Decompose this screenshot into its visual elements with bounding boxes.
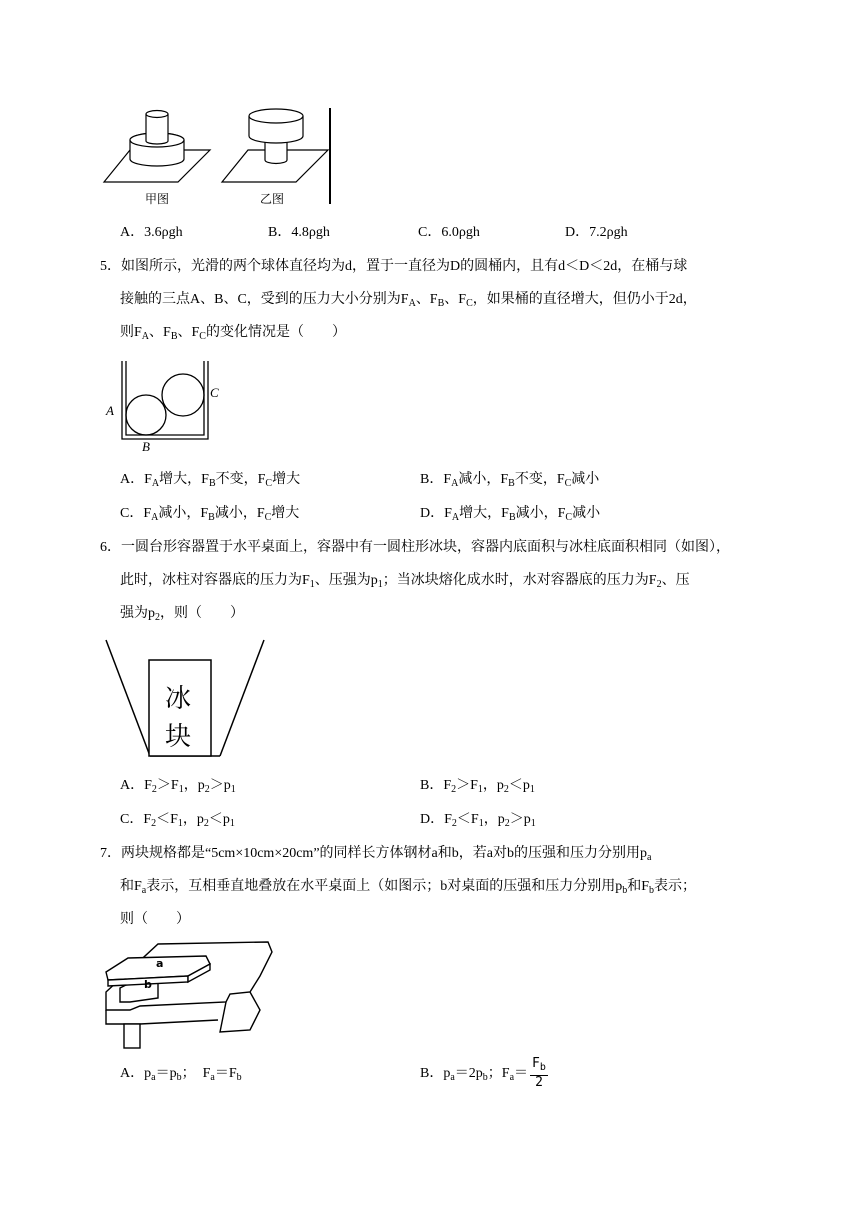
q7-text: 表示，互相垂直地叠放在水平桌面上（如图示；b对桌面的压强和压力分别用p <box>146 879 623 894</box>
q6-option-c[interactable] <box>120 810 235 834</box>
q7-opt-text: ；F <box>487 1066 510 1081</box>
q5-text: 则F <box>120 325 142 340</box>
q6-opt-text: ，p <box>183 778 205 793</box>
q7-opt-text: ＝p <box>155 1066 177 1081</box>
q5-opt-sub: B <box>208 478 216 489</box>
q5-opt-sub: B <box>508 512 516 523</box>
q5-option-b[interactable] <box>420 470 599 494</box>
q6-opt-sub: 1 <box>529 784 535 795</box>
q5-text: 、F <box>177 325 200 340</box>
q7-opt-sub: b <box>236 1072 242 1083</box>
q5-text: 、F <box>149 325 171 340</box>
q5-opt-sub: C <box>564 478 572 489</box>
q6-opt-text: ，p <box>182 812 204 827</box>
q7-opt-text: ＝ <box>514 1066 529 1081</box>
q6-stem-line-2 <box>120 571 690 595</box>
q5-stem-line-2 <box>120 290 697 314</box>
q6-sub: 1 <box>377 579 383 590</box>
q6-opt-text: ＞F <box>156 778 179 793</box>
q5-opt-text: 减小，F <box>515 506 566 521</box>
q5-stem-line-1: 5．如图所示，光滑的两个球体直径均为d，置于一直径为D的圆桶内，且有d＜D＜2d，在桶与球 <box>100 259 688 274</box>
q7-sub: a <box>141 885 147 896</box>
q7-fraction <box>530 1057 548 1090</box>
q7-sub: b <box>622 885 628 896</box>
q6-opt-sub: 2 <box>504 818 510 829</box>
q5-opt-text: 增大 <box>272 472 301 487</box>
q7-opt-sub: a <box>210 1072 215 1083</box>
q6-opt-text: ＜p <box>208 812 230 827</box>
q5-opt-text: 增大，F <box>159 472 209 487</box>
q6-text: 、压强为p <box>314 573 378 588</box>
q7-label-a: a <box>156 957 164 970</box>
q5-text: 的变化情况是（ ） <box>205 325 346 340</box>
q6-opt-text: ＜p <box>508 778 530 793</box>
q6-opt-sub: 2 <box>203 818 209 829</box>
q6-option-b[interactable] <box>420 776 535 800</box>
q7-opt-sub: a <box>450 1072 455 1083</box>
q6-opt-sub: 1 <box>477 784 483 795</box>
q4-figure <box>100 104 340 214</box>
q6-opt-text: A．F <box>120 778 152 793</box>
q6-ice-text-1: 冰 <box>165 684 192 714</box>
q5-label-c: C <box>210 385 219 400</box>
q5-opt-text: C．F <box>120 506 152 521</box>
q6-opt-sub: 1 <box>478 818 484 829</box>
q6-opt-text: ，p <box>482 778 504 793</box>
q6-text: ，则（ ） <box>160 606 244 621</box>
q5-opt-sub: A <box>451 512 460 523</box>
q4-option-b[interactable]: B．4.8ρgh <box>268 225 330 240</box>
q5-opt-sub: A <box>151 478 160 489</box>
q6-text: 此时，冰柱对容器底的压力为F <box>120 573 310 588</box>
q5-opt-sub: A <box>151 512 159 523</box>
q6-opt-text: ＞p <box>509 812 531 827</box>
q7-stem-line-2 <box>120 877 696 901</box>
q5-opt-sub: A <box>451 478 459 489</box>
q6-opt-sub: 2 <box>151 784 157 795</box>
q5-label-a: A <box>106 403 114 418</box>
q5-text: 、F <box>444 292 467 307</box>
q5-figure-drawing <box>104 357 224 457</box>
q7-sub: a <box>646 852 652 863</box>
q7-stem-line-1 <box>100 844 651 868</box>
q7-frac-den: 2 <box>535 1075 543 1091</box>
q6-opt-text: ＞F <box>456 778 478 793</box>
q7-frac-num-text: F <box>532 1056 540 1072</box>
q7-text: 7．两块规格都是“5cm×10cm×20cm”的同样长方体钢材a和b，若a对b的压强和压力分别用p <box>100 846 647 861</box>
q7-opt-sub: b <box>176 1072 182 1083</box>
q4-option-d[interactable]: D．7.2ρgh <box>565 225 628 240</box>
q5-figure <box>104 357 224 457</box>
q7-figure <box>100 940 280 1050</box>
q6-opt-text: B．F <box>420 778 452 793</box>
q5-opt-text: B．F <box>420 472 452 487</box>
q7-figure-drawing <box>100 940 280 1050</box>
q4-option-a[interactable]: A．3.6ρgh <box>120 225 183 240</box>
q6-opt-text: ＜F <box>156 812 178 827</box>
fig-label-jia: 甲图 <box>145 192 170 206</box>
q7-stem-line-3: 则（ ） <box>120 912 190 927</box>
q7-opt-sub: a <box>151 1072 156 1083</box>
q5-opt-text: 减小，F <box>214 506 265 521</box>
q5-sub: C <box>466 298 473 309</box>
q5-text: 、F <box>415 292 438 307</box>
q5-sub: C <box>199 331 206 342</box>
q5-opt-text: D．F <box>420 506 452 521</box>
q6-ice-text-2: 块 <box>165 722 192 752</box>
q5-opt-text: 不变，F <box>215 472 266 487</box>
q6-sub: 2 <box>155 612 160 623</box>
q5-option-a[interactable] <box>120 470 300 494</box>
q6-opt-sub: 2 <box>503 784 509 795</box>
q6-text: 、压 <box>661 573 690 588</box>
q6-text: ；当冰块熔化成水时，水对容器底的压力为F <box>382 573 657 588</box>
q6-stem-line-1: 6．一圆台形容器置于水平桌面上，容器中有一圆柱形冰块，容器内底面积与冰柱底面积相同（如图）， <box>100 540 730 555</box>
q6-opt-text: D．F <box>420 812 452 827</box>
q6-opt-sub: 2 <box>151 818 157 829</box>
q5-opt-text: 不变，F <box>514 472 565 487</box>
q7-text: 和F <box>627 879 650 894</box>
q5-sub: A <box>408 298 416 309</box>
q5-opt-sub: B <box>508 478 515 489</box>
q5-option-c[interactable] <box>120 504 299 528</box>
q7-opt-text: ＝F <box>214 1066 237 1081</box>
q7-opt-text: ； F <box>181 1066 211 1081</box>
q5-opt-sub: C <box>565 512 573 523</box>
q6-text: 强为p <box>120 606 155 621</box>
q6-opt-text: ＜F <box>456 812 479 827</box>
q5-opt-text: 增大，F <box>459 506 509 521</box>
q7-text: 表示； <box>654 879 697 894</box>
q5-opt-text: 减小，F <box>458 472 509 487</box>
q7-opt-text: A．p <box>120 1066 152 1081</box>
q6-opt-sub: 1 <box>230 784 236 795</box>
q5-opt-text: 增大 <box>271 506 300 521</box>
q5-stem-line-3 <box>120 323 346 347</box>
q7-option-a[interactable] <box>120 1064 242 1088</box>
q7-label-b: b <box>144 978 152 991</box>
fig-label-yi: 乙图 <box>260 192 285 206</box>
q7-opt-sub: b <box>482 1072 488 1083</box>
q5-label-b: B <box>142 439 150 454</box>
q5-opt-text: 减小 <box>572 506 601 521</box>
q6-option-a[interactable] <box>120 776 236 800</box>
q5-sub: B <box>170 331 178 342</box>
q6-opt-sub: 2 <box>451 784 457 795</box>
q7-opt-text: B．p <box>420 1066 451 1081</box>
q6-opt-text: ，p <box>483 812 505 827</box>
q7-opt-sub: a <box>509 1072 515 1083</box>
q6-option-d[interactable] <box>420 810 536 834</box>
q6-stem-line-3 <box>120 604 244 628</box>
q6-opt-sub: 2 <box>451 818 457 829</box>
q6-opt-sub: 2 <box>204 784 210 795</box>
q5-text: 接触的三点A、B、C，受到的压力大小分别为F <box>120 292 409 307</box>
q7-text: 和F <box>120 879 142 894</box>
q6-opt-sub: 1 <box>177 818 183 829</box>
q5-opt-text: 减小，F <box>158 506 209 521</box>
q7-opt-text: ＝2p <box>454 1066 483 1081</box>
q5-opt-sub: C <box>265 478 273 489</box>
q6-opt-sub: 1 <box>229 818 235 829</box>
q7-option-b[interactable] <box>420 1056 548 1096</box>
q5-opt-sub: C <box>264 512 272 523</box>
q5-sub: B <box>437 298 445 309</box>
q4-figure-drawing <box>100 104 340 214</box>
q5-option-d[interactable] <box>420 504 600 528</box>
q6-sub: 1 <box>309 579 315 590</box>
q6-figure <box>102 638 268 760</box>
q7-frac-num <box>530 1057 548 1076</box>
q5-sub: A <box>141 331 150 342</box>
q6-sub: 2 <box>656 579 662 590</box>
q4-option-c[interactable]: C．6.0ρgh <box>418 225 480 240</box>
q6-opt-text: C．F <box>120 812 152 827</box>
q7-frac-num-sub: b <box>539 1062 546 1074</box>
q5-text: ，如果桶的直径增大，但仍小于2d， <box>472 292 697 307</box>
q6-opt-sub: 1 <box>178 784 184 795</box>
q6-opt-text: ＞p <box>209 778 231 793</box>
q7-sub: b <box>649 885 655 896</box>
q5-opt-text: A．F <box>120 472 152 487</box>
q5-opt-sub: B <box>208 512 215 523</box>
q6-opt-sub: 1 <box>530 818 536 829</box>
q5-opt-text: 减小 <box>571 472 600 487</box>
